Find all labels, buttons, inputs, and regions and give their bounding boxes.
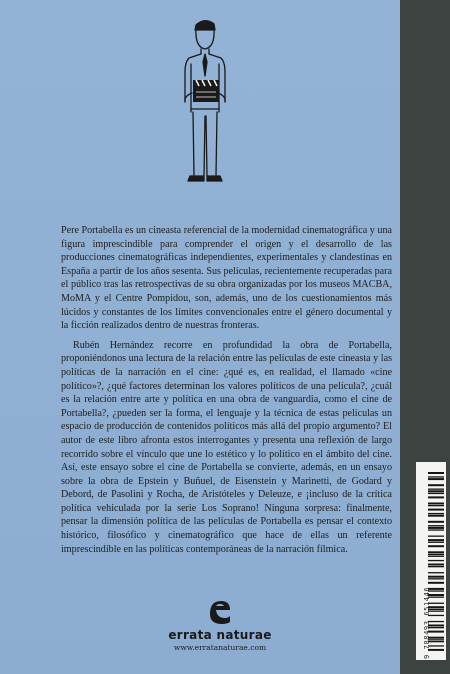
man-with-clapperboard-illustration [160, 16, 250, 191]
barcode-icon [416, 462, 446, 660]
errata-naturae-logo-icon [206, 598, 234, 626]
isbn-barcode [416, 462, 446, 660]
publisher-block [120, 598, 320, 652]
synopsis-paragraph-1: Pere Portabella es un cineasta referencial de la modernidad cinematográfica y una figura imprescindible para comprender el origen y el desarrollo de las producciones cinematográficas independientes, experimentales y clandestinas en España a partir de los años sesenta. Sus películas, recientemente recuperadas para el público tras las retrospectivas de su obra organizadas por los museos MACBA, MoMA y el Centre Pompidou, son, además, uno de los cuestionamientos más lúcidos y constantes de los límites convencionales entre el género documental y la ficción realizados dentro de nuestras fronteras. [61, 225, 392, 332]
publisher-name: errata naturae [168, 628, 272, 642]
isbn-digits: 9 788493 651446 [423, 586, 431, 659]
synopsis-text [61, 224, 392, 556]
synopsis-paragraph-2: Rubén Hernández recorre en profundidad la obra de Portabella, proponiéndonos una lectura de la relación entre las películas de este cineasta y las políticas de la narración en el cine: ¿qué es, en realidad, el llamado «cine político»?, ¿qué factores determinan los valores políticos de una película?, ¿cuál es la relación entre arte y política en una obra de vanguardia, como el cine de Portabella?, ¿pueden ser la forma, el lenguaje y la técnica de estas películas un espacio de producción de contenidos políticos más allá del propio argumento? El autor de este libro afronta estos interrogantes y presenta una reflexión de largo recorrido sobre el vínculo que une lo estético y lo político en el ámbito del cine. Así, este ensayo sobre el cine de Portabella se convierte, además, en un ensayo sobre la obra de Epstein y Buñuel, de Eisenstein y Marinetti, de Godard y Debord, de Pasolini y Rocha, de Aristóteles y Deleuze, e ¡incluso de la crítica política vehiculada por la serie Los Soprano! Ninguna sorpresa: finalmente, pensar la dimensión política de las películas de Portabella es pensar el contexto histórico, filosófico y cinematográfico que hace de ellas un referente imprescindible en las políticas contemporáneas de la narración fílmica. [61, 339, 392, 555]
publisher-url[interactable]: www.erratanaturae.com [173, 643, 267, 652]
